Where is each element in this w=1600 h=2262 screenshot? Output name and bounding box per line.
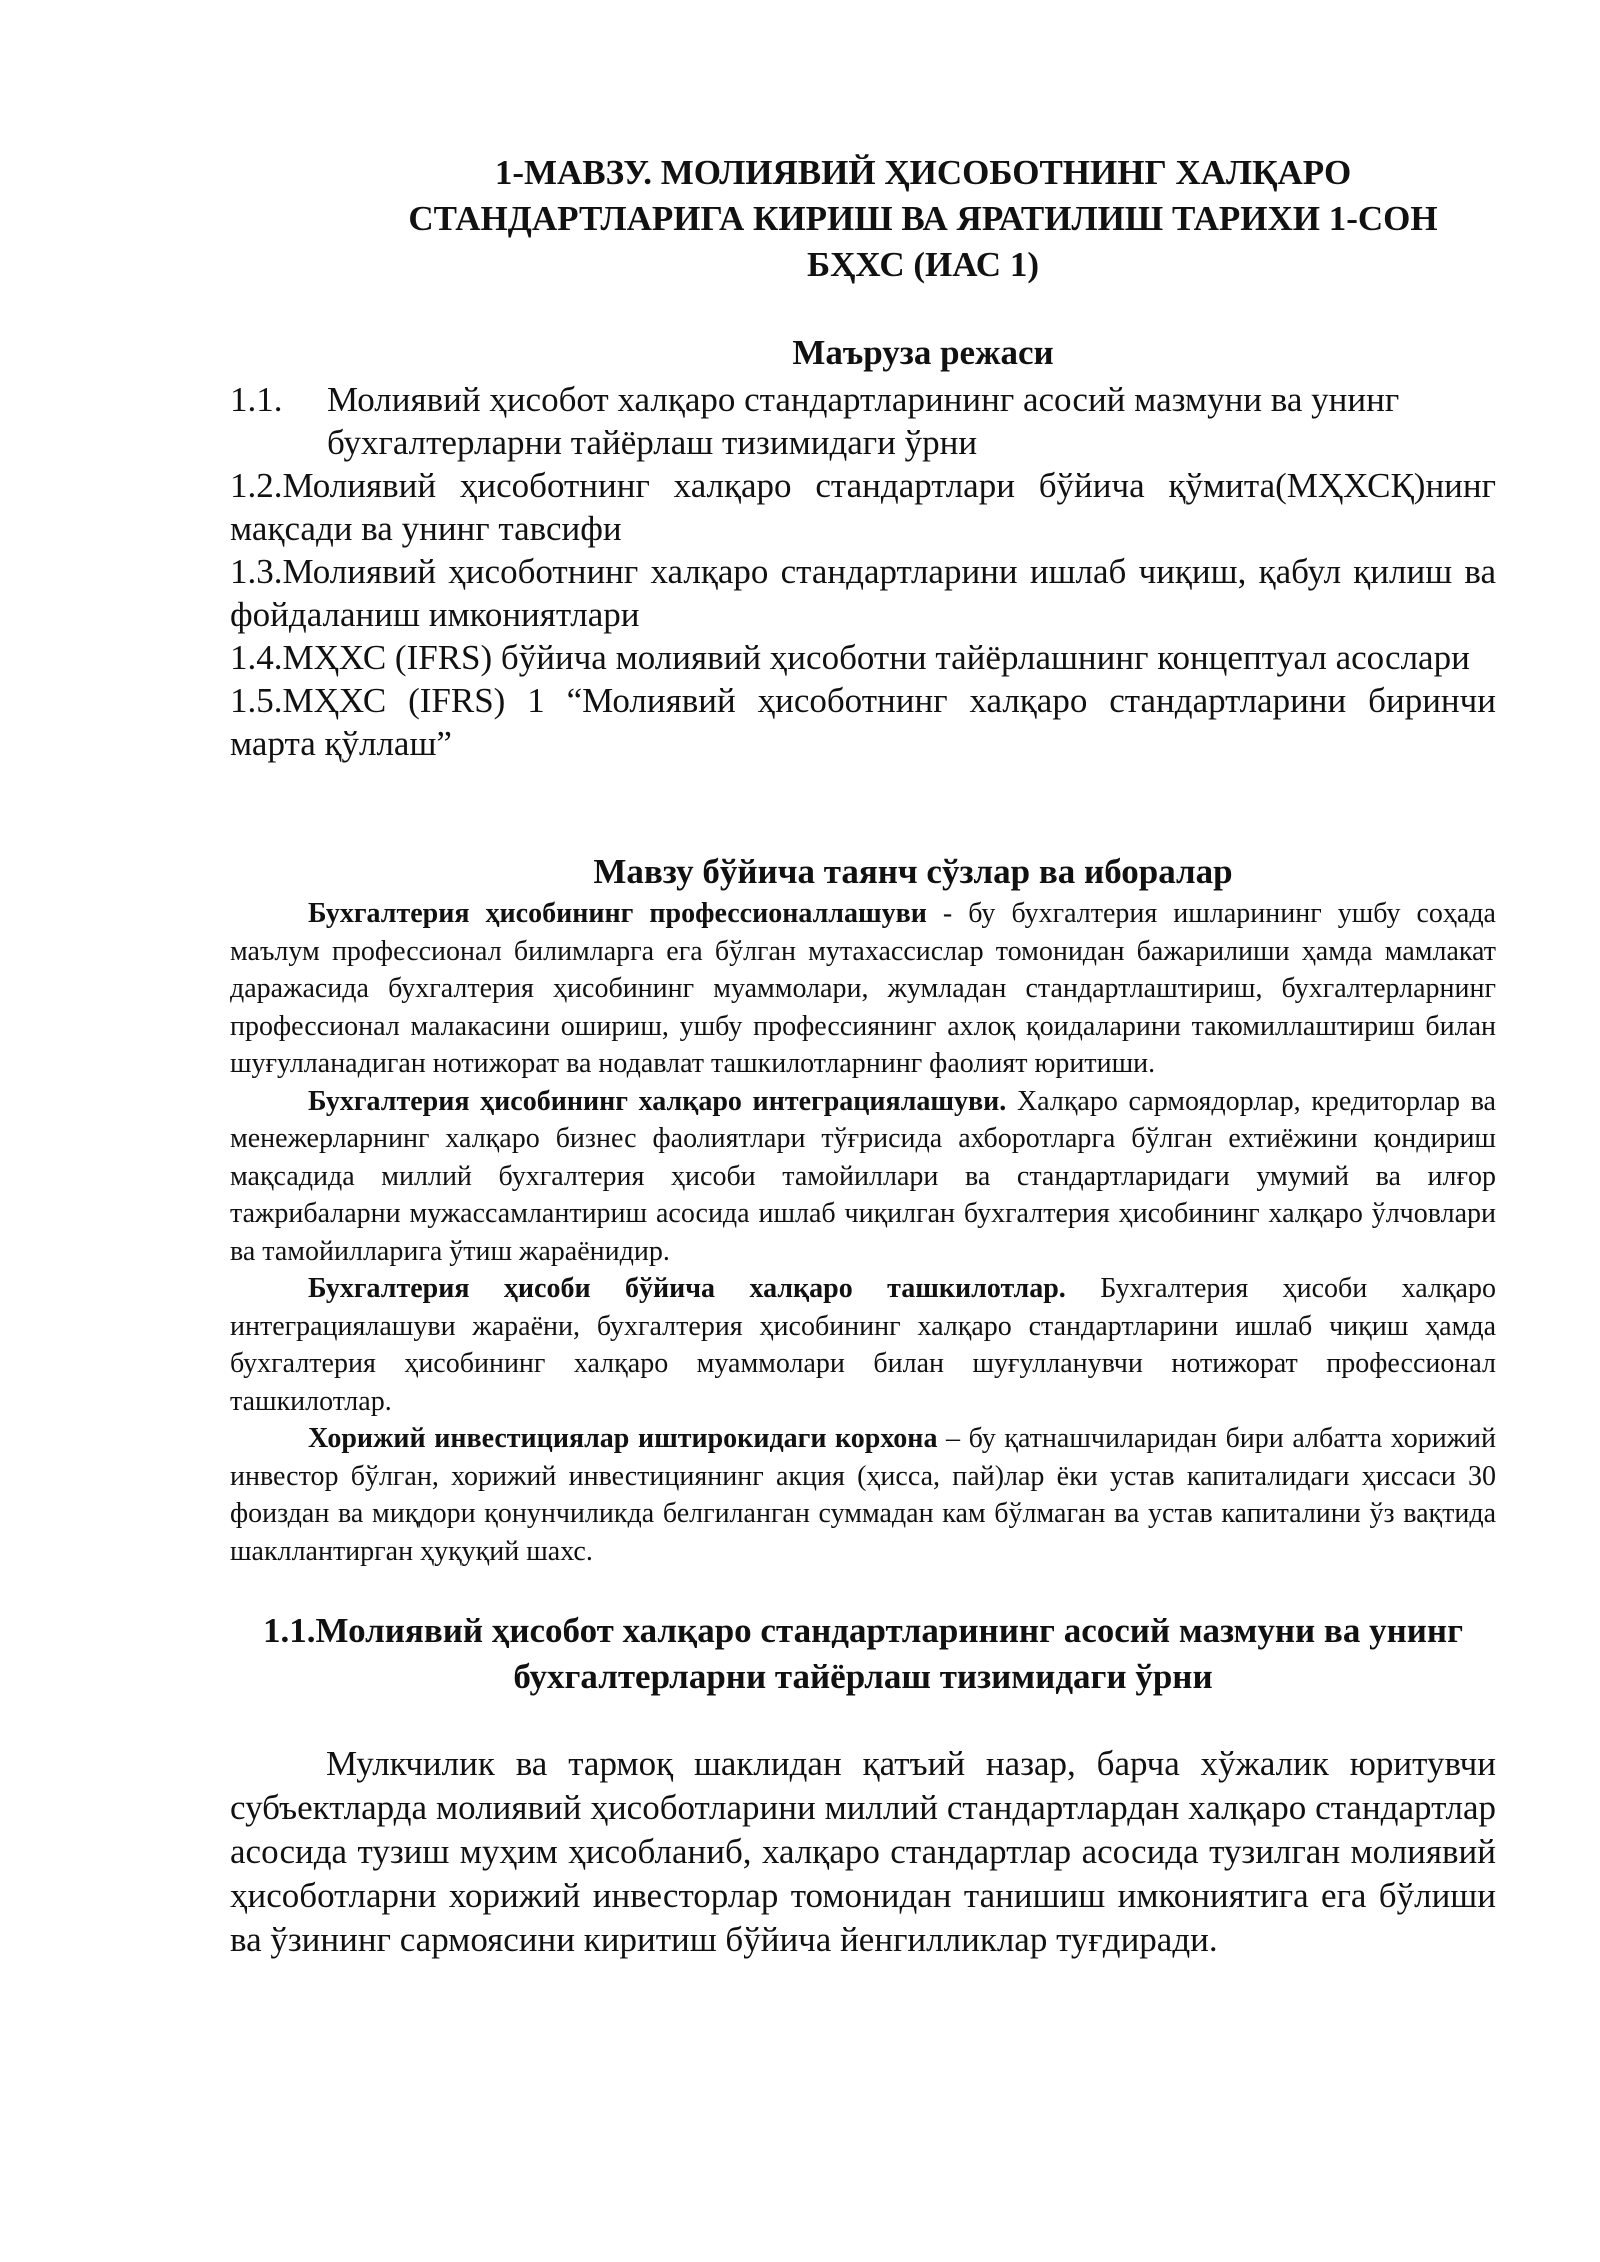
keyword-term: Бухгалтерия ҳисобининг профессионаллашуви bbox=[308, 898, 927, 929]
keyword-term: Бухгалтерия ҳисобининг халқаро интеграциялашуви. bbox=[308, 1085, 1007, 1117]
section-heading: 1.1.Молиявий ҳисобот халқаро стандартларининг асосий мазмуни ва унинг бухгалтерларни тайёрлаш тизимидаги ўрни bbox=[263, 1611, 1463, 1696]
keyword-entry bbox=[230, 1083, 1496, 1271]
plan-item-1-2: 1.2.Молиявий ҳисоботнинг халқаро стандартлари бўйича қўмита(МҲХСҚ)нинг мақсади ва унинг тавсифи bbox=[230, 466, 1496, 548]
keyword-entry bbox=[230, 1420, 1496, 1570]
keyword-term: Хорижий инвестициялар иштирокидаги корхона bbox=[308, 1423, 938, 1454]
plan-item-1-1 bbox=[230, 378, 1496, 464]
plan-item-number: 1.1. bbox=[230, 380, 283, 419]
plan-list bbox=[230, 378, 1496, 765]
keyword-definition: Бухгалтерия ҳисоби халқаро интеграциялашуви жараёни, бухгалтерия ҳисобининг халқаро стандартларини ишлаб чиқиш ҳамда бухгалтерия ҳисобининг халқаро муаммолари билан шуғулланувчи нотижорат профессионал ташкилотлар. bbox=[230, 1273, 1496, 1417]
keyword-entry bbox=[230, 895, 1496, 1083]
plan-item-1-5: 1.5.МҲХС (IFRS) 1 “Молиявий ҳисоботнинг халқаро стандартларини биринчи марта қўллаш” bbox=[230, 681, 1496, 763]
page-content bbox=[230, 150, 1496, 1997]
keyword-definition: Халқаро сармоядорлар, кредиторлар ва менежерларнинг халқаро бизнес фаолиятлари тўғрисида ахборотларга бўлган ехтиёжини қондириш мақсадида миллий бухгалтерия ҳисоби тамойиллари ва стандартларидаги умумий ва илғор тажрибаларни мужассамлантириш асосида ишлаб чиқилган бухгалтерия ҳисобининг халқаро ўлчовлари ва тамойилларига ўтиш жараёнидир. bbox=[230, 1085, 1496, 1267]
keyword-entry bbox=[230, 1270, 1496, 1420]
keyword-definition: - бу бухгалтерия ишларининг ушбу соҳада маълум профессионал билимларга ега бўлган мутахассислар томонидан бажарилиши ҳамда мамлакат даражасида бухгалтерия ҳисобининг муаммолари, жумладан стандартлаштириш, бухгалтерларнинг профессионал малакасини ошириш, ушбу профессиянинг ахлоқ қоидаларини такомиллаштириш билан шуғулланадиган нотижорат ва нодавлат ташкилотларнинг фаолият юритиши. bbox=[230, 898, 1496, 1079]
keywords-list bbox=[230, 895, 1496, 1570]
body-paragraph: Мулкчилик ва тармоқ шаклидан қатъий назар, барча хўжалик юритувчи субъектларда молиявий ҳисоботларини миллий стандартлардан халқаро стандартлар асосида тузиш муҳим ҳисобланиб, халқаро стандартлар асосида тузилган молиявий ҳисоботларни хорижий инвесторлар томонидан танишиш имкониятига ега бўлиши ва ўзининг сармоясини киритиш бўйича йенгилликлар туғдиради. bbox=[230, 1744, 1496, 1959]
keyword-term: Бухгалтерия ҳисоби бўйича халқаро ташкилотлар. bbox=[308, 1273, 1066, 1304]
keywords-heading: Мавзу бўйича таянч сўзлар ва иборалар bbox=[593, 852, 1233, 891]
plan-heading: Маъруза режаси bbox=[792, 333, 1054, 372]
keyword-definition: – бу қатнашчиларидан бири албатта хорижий инвестор бўлган, хорижий инвестициянинг акция (ҳисса, пай)лар ёки устав капиталидаги ҳиссаси 30 фоиздан ва миқдори қонунчиликда белгиланган суммадан кам бўлмаган ва устав капиталини ўз вақтида шакллантирган ҳуқуқий шахс. bbox=[230, 1423, 1497, 1567]
document-title: 1-МАВЗУ. МОЛИЯВИЙ ҲИСОБОТНИНГ ХАЛҚАРО СТАНДАРТЛАРИГА КИРИШ ВА ЯРАТИЛИШ ТАРИХИ 1-СОН БҲХС (ИАС 1) bbox=[408, 153, 1438, 284]
plan-item-text: Молиявий ҳисобот халқаро стандартларининг асосий мазмуни ва унинг бухгалтерларни тайёрлаш тизимидаги ўрни bbox=[327, 380, 1400, 462]
plan-item-1-4: 1.4.МҲХС (IFRS) бўйича молиявий ҳисоботни тайёрлашнинг концептуал асослари bbox=[230, 638, 1470, 677]
plan-item-1-3: 1.3.Молиявий ҳисоботнинг халқаро стандартларини ишлаб чиқиш, қабул қилиш ва фойдаланиш имкониятлари bbox=[230, 552, 1496, 634]
